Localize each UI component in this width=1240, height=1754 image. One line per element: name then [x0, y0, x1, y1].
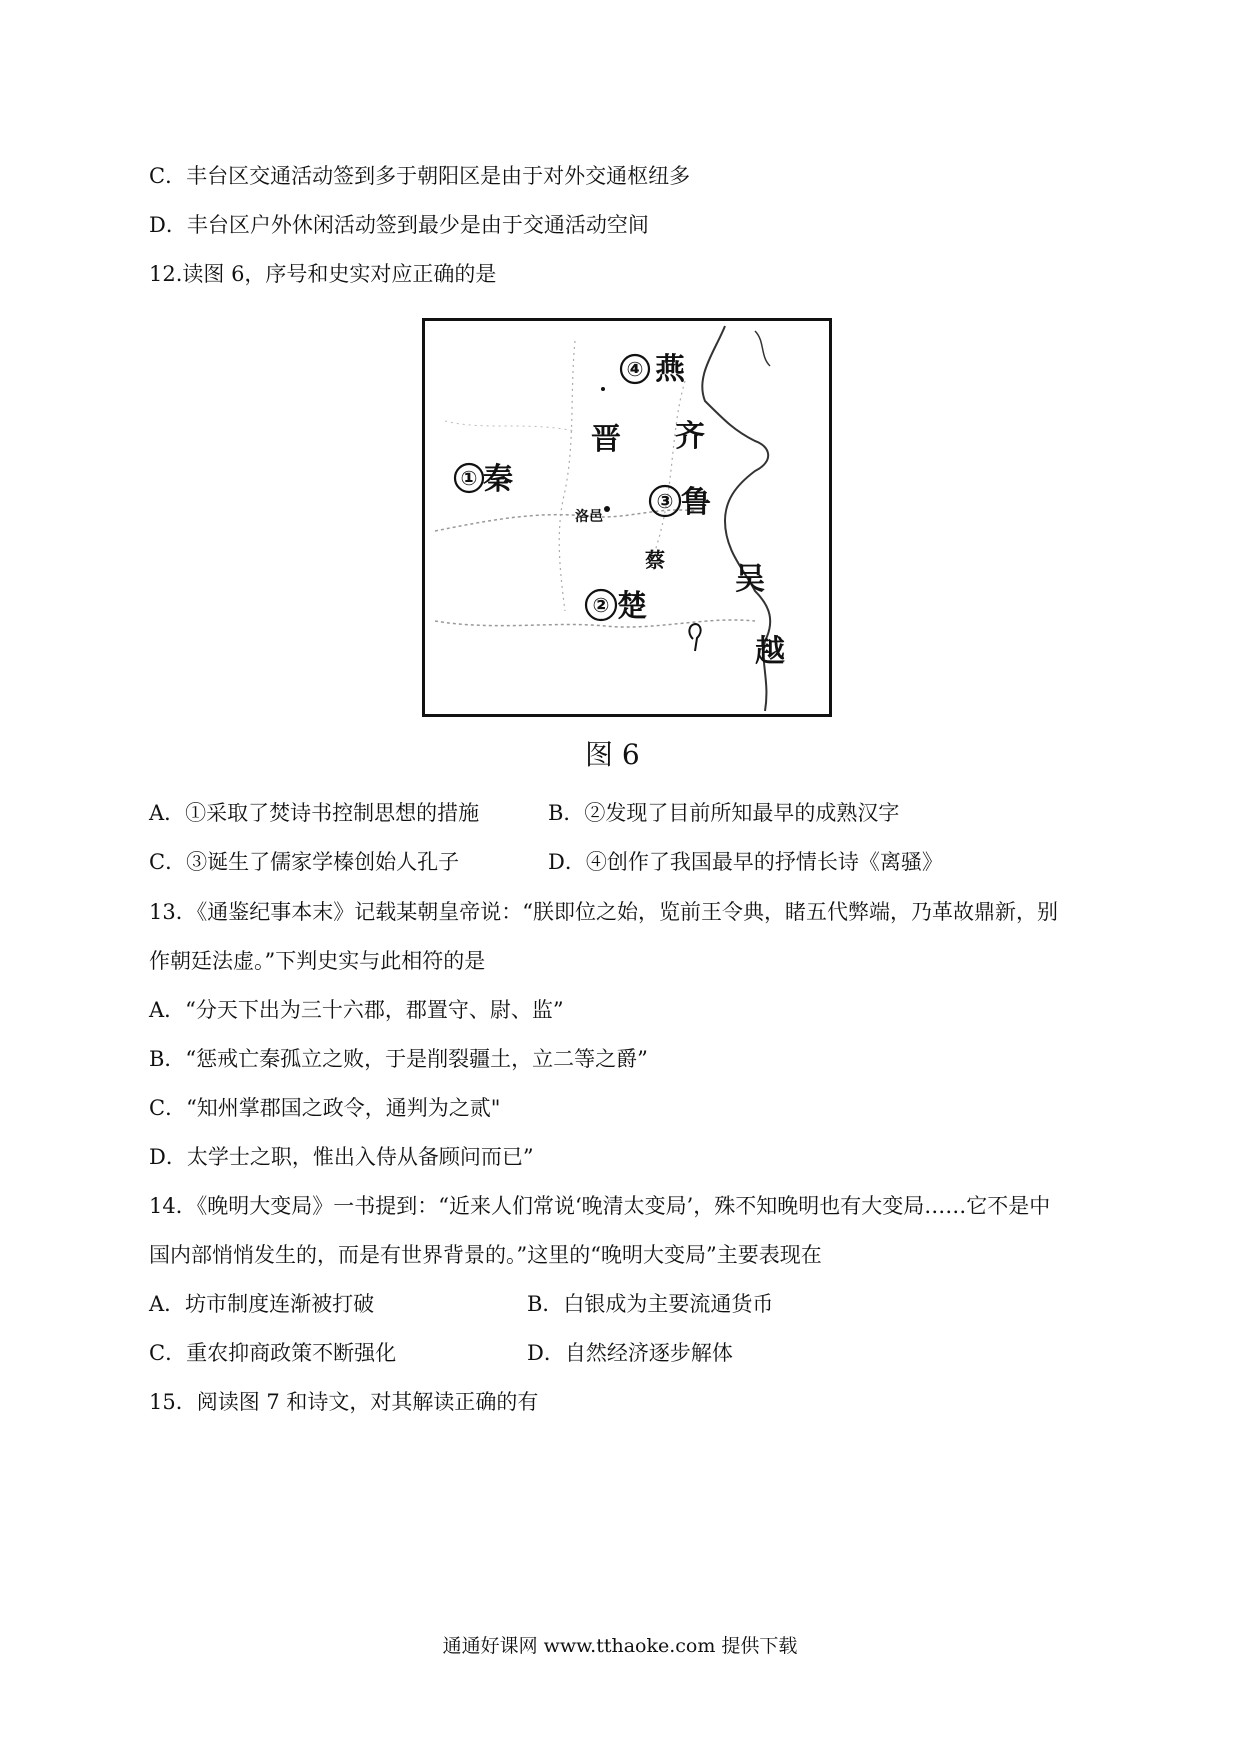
q13-option-a: A．“分天下出为三十六郡，郡置守、尉、监”: [149, 998, 564, 1022]
q14-option-d: D．自然经济逐步解体: [527, 1341, 733, 1365]
border-line-2: [655, 381, 685, 551]
label-qi: 齐: [675, 419, 705, 454]
q13-option-c: C．“知州掌郡国之政令，通判为之贰": [149, 1096, 501, 1120]
q14-option-b: B．白银成为主要流通货币: [527, 1292, 774, 1316]
q12-option-b: B．②发现了目前所知最早的成熟汉字: [548, 801, 900, 825]
label-wu: 吴: [735, 562, 765, 597]
q14-option-a: A．坊市制度连渐被打破: [149, 1292, 375, 1316]
q13-option-b: B．“惩戒亡秦孤立之败，于是削裂疆土，立二等之爵”: [149, 1047, 648, 1071]
luoyi-dot: [604, 506, 610, 512]
label-qin: 秦: [483, 462, 513, 497]
option-d-previous: D．丰台区户外休闲活动签到最少是由于交通活动空间: [149, 213, 649, 237]
marker-4: ④: [626, 357, 644, 381]
q14-option-c: C．重农抑商政策不断强化: [149, 1341, 397, 1365]
marker-3: ③: [656, 489, 674, 513]
label-cai: 蔡: [645, 548, 665, 572]
question-12-stem: 12.读图 6，序号和史实对应正确的是: [149, 262, 497, 286]
label-luoyi: 洛邑: [575, 509, 603, 525]
q12-option-a: A．①采取了焚诗书控制思想的措施: [149, 801, 480, 825]
q12-option-c: C．③诞生了儒家学榛创始人孔子: [149, 850, 460, 874]
label-jin: 晋: [591, 422, 621, 457]
figure-6-caption: 图 6: [585, 738, 640, 771]
border-line-3: [445, 421, 575, 431]
question-14-stem-line1: 14．《晚明大变局》一书提到：“近来人们常说‘晚清太变局’，殊不知晚明也有大变局……它不是中: [149, 1194, 1051, 1218]
question-13-stem-line2: 作朝廷法虚。”下判史实与此相符的是: [149, 949, 486, 973]
warring-states-map: [422, 318, 832, 717]
label-chu: 楚: [617, 589, 647, 624]
border-line-1: [559, 341, 575, 611]
question-13-stem-line1: 13．《通鉴纪事本末》记载某朝皇帝说：“朕即位之始，览前王令典，睹五代弊端，乃革故鼎新，别: [149, 900, 1058, 924]
option-c-previous: C．丰台区交通活动签到多于朝阳区是由于对外交通枢纽多: [149, 164, 691, 188]
question-15-stem: 15．阅读图 7 和诗文，对其解读正确的有: [149, 1390, 539, 1414]
yan-capital-dot: [601, 387, 605, 391]
map-drawing: [425, 321, 829, 714]
pin-icon: [689, 624, 700, 651]
label-lu: 鲁: [681, 485, 711, 520]
page-footer: 通通好课网 www.tthaoke.com 提供下载: [442, 1635, 798, 1657]
marker-2: ②: [592, 593, 610, 617]
label-yue: 越: [755, 634, 785, 669]
peninsula-line: [755, 331, 770, 366]
marker-1: ①: [460, 466, 478, 490]
label-yan: 燕: [655, 352, 685, 387]
q12-option-d: D．④创作了我国最早的抒情长诗《离骚》: [548, 850, 943, 874]
question-14-stem-line2: 国内部悄悄发生的，而是有世界背景的。”这里的“晚明大变局”主要表现在: [149, 1243, 822, 1267]
river-yangtze: [435, 620, 755, 627]
q13-option-d: D．太学士之职，惟出入侍从备顾问而已”: [149, 1145, 534, 1169]
